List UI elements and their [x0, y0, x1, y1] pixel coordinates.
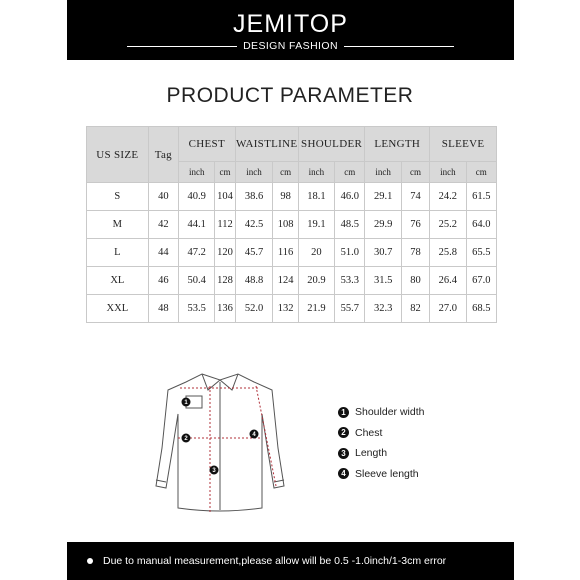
value-cell: 78: [401, 239, 429, 267]
legend-label: Sleeve length: [355, 467, 419, 480]
unit-inch: inch: [430, 162, 466, 183]
value-cell: 51.0: [335, 239, 365, 267]
unit-inch: inch: [235, 162, 273, 183]
marker-label-4: 4: [252, 432, 256, 438]
value-cell: 53.3: [335, 267, 365, 295]
brand-banner: [67, 0, 514, 60]
value-cell: 32.3: [365, 295, 401, 323]
value-cell: 67.0: [466, 267, 496, 295]
value-cell: 76: [401, 211, 429, 239]
unit-cm: cm: [215, 162, 235, 183]
value-cell: 27.0: [430, 295, 466, 323]
header-chest: CHEST: [179, 127, 236, 162]
marker-label-1: 1: [184, 400, 188, 406]
value-cell: 98: [273, 183, 298, 211]
table-row: [87, 239, 497, 267]
tagline-row: [67, 40, 514, 52]
measurement-note: Due to manual measurement,please allow will be 0.5 -1.0inch/1-3cm error: [103, 555, 447, 567]
brand-tagline: DESIGN FASHION: [243, 40, 338, 52]
value-cell: 48.8: [235, 267, 273, 295]
value-cell: 19.1: [298, 211, 334, 239]
size-cell: M: [87, 211, 149, 239]
value-cell: 124: [273, 267, 298, 295]
value-cell: 29.9: [365, 211, 401, 239]
value-cell: 44.1: [179, 211, 215, 239]
size-cell: S: [87, 183, 149, 211]
table-header-row: [87, 127, 497, 162]
value-cell: 20: [298, 239, 334, 267]
value-cell: 136: [215, 295, 235, 323]
legend-number-icon: 1: [338, 407, 349, 418]
value-cell: 29.1: [365, 183, 401, 211]
table-row: [87, 211, 497, 239]
value-cell: 26.4: [430, 267, 466, 295]
value-cell: 116: [273, 239, 298, 267]
legend-number-icon: 3: [338, 448, 349, 459]
tag-cell: 42: [148, 211, 178, 239]
size-cell: XXL: [87, 295, 149, 323]
value-cell: 47.2: [179, 239, 215, 267]
size-table: [86, 126, 497, 323]
value-cell: 20.9: [298, 267, 334, 295]
legend-label: Shoulder width: [355, 406, 425, 419]
value-cell: 38.6: [235, 183, 273, 211]
unit-inch: inch: [365, 162, 401, 183]
value-cell: 30.7: [365, 239, 401, 267]
value-cell: 104: [215, 183, 235, 211]
value-cell: 31.5: [365, 267, 401, 295]
unit-cm: cm: [466, 162, 496, 183]
value-cell: 74: [401, 183, 429, 211]
legend-item-sleeve: [338, 464, 424, 485]
page-title: PRODUCT PARAMETER: [166, 84, 414, 107]
value-cell: 80: [401, 267, 429, 295]
size-cell: XL: [87, 267, 149, 295]
tagline-divider-right: [344, 46, 454, 47]
value-cell: 25.8: [430, 239, 466, 267]
value-cell: 120: [215, 239, 235, 267]
value-cell: 42.5: [235, 211, 273, 239]
measurement-note-banner: [67, 542, 514, 580]
shirt-outline: [156, 374, 284, 511]
value-cell: 64.0: [466, 211, 496, 239]
value-cell: 55.7: [335, 295, 365, 323]
value-cell: 46.0: [335, 183, 365, 211]
value-cell: 18.1: [298, 183, 334, 211]
value-cell: 45.7: [235, 239, 273, 267]
bullet-icon: [87, 558, 93, 564]
legend-item-shoulder: [338, 402, 424, 423]
legend-item-chest: [338, 423, 424, 444]
value-cell: 65.5: [466, 239, 496, 267]
header-waistline: WAISTLINE: [235, 127, 298, 162]
tag-cell: 48: [148, 295, 178, 323]
tag-cell: 44: [148, 239, 178, 267]
value-cell: 40.9: [179, 183, 215, 211]
value-cell: 53.5: [179, 295, 215, 323]
value-cell: 68.5: [466, 295, 496, 323]
value-cell: 24.2: [430, 183, 466, 211]
table-row: [87, 183, 497, 211]
value-cell: 48.5: [335, 211, 365, 239]
value-cell: 112: [215, 211, 235, 239]
value-cell: 82: [401, 295, 429, 323]
size-cell: L: [87, 239, 149, 267]
unit-cm: cm: [273, 162, 298, 183]
header-sleeve: SLEEVE: [430, 127, 497, 162]
measure-lines: [178, 386, 276, 512]
value-cell: 61.5: [466, 183, 496, 211]
legend-label: Length: [355, 447, 388, 460]
legend-label: Chest: [355, 426, 383, 439]
legend-number-icon: 2: [338, 427, 349, 438]
measure-legend: [338, 402, 424, 484]
table-row: [87, 295, 497, 323]
brand-name: JEMITOP: [233, 10, 348, 38]
table-row: [87, 267, 497, 295]
value-cell: 52.0: [235, 295, 273, 323]
unit-inch: inch: [179, 162, 215, 183]
shirt-diagram: [150, 368, 290, 518]
value-cell: 21.9: [298, 295, 334, 323]
value-cell: 128: [215, 267, 235, 295]
table-body: [87, 183, 497, 323]
value-cell: 108: [273, 211, 298, 239]
marker-label-2: 2: [184, 436, 188, 442]
marker-label-3: 3: [212, 468, 216, 474]
value-cell: 132: [273, 295, 298, 323]
header-us-size: US SIZE: [87, 127, 149, 183]
tag-cell: 40: [148, 183, 178, 211]
unit-cm: cm: [335, 162, 365, 183]
header-length: LENGTH: [365, 127, 430, 162]
legend-number-icon: 4: [338, 468, 349, 479]
header-shoulder: SHOULDER: [298, 127, 365, 162]
tagline-divider-left: [127, 46, 237, 47]
unit-cm: cm: [401, 162, 429, 183]
unit-inch: inch: [298, 162, 334, 183]
header-tag: Tag: [148, 127, 178, 183]
tag-cell: 46: [148, 267, 178, 295]
value-cell: 25.2: [430, 211, 466, 239]
value-cell: 50.4: [179, 267, 215, 295]
legend-item-length: [338, 443, 424, 464]
